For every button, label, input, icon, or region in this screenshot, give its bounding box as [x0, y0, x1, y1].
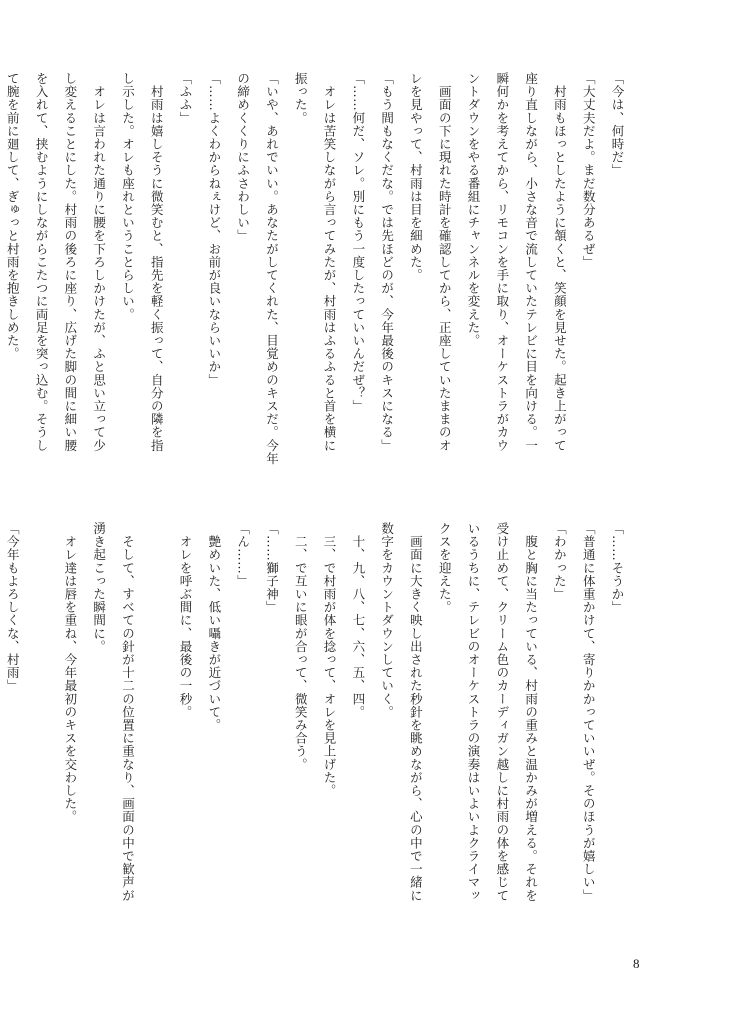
text-block-upper [0, 72, 631, 482]
text-line: を入れて、挟むようにしながらこたつに両足を突っ込む。そうし [34, 72, 50, 452]
text-line: そして、すべての針が十二の位置に重なり、画面の中で歓声が [120, 522, 136, 902]
text-line: ントダウンをやる番組にチャンネルを変えた。 [466, 72, 482, 348]
text-line: 「今は、何時だ」 [610, 72, 625, 177]
text-line: オレは言われた通りに腰を下ろしかけたが、ふと思い立って少 [91, 72, 107, 452]
text-line: 「……よくわからねぇけど、お前が良いならいいか」 [206, 72, 222, 387]
text-line: 受け止めて、クリーム色のカーディガン越しに村雨の体を感じて [494, 522, 510, 902]
text-line: 「もう間もなくだな。では先ほどのが、今年最後のキスになる」 [379, 72, 395, 452]
text-line: 三、で村雨が体を捻って、オレを見上げた。 [322, 522, 338, 798]
text-line: し変えることにした。村雨の後ろに座り、広げた脚の間に細い腰 [62, 72, 78, 452]
text-line: 十、九、八、七、六、五、四。 [350, 522, 366, 719]
text-line: 「ふふ」 [178, 72, 194, 125]
text-line: オレを呼ぶ間に、最後の一秒。 [178, 522, 194, 719]
text-line: レを見やって、村雨は目を細めた。 [408, 72, 424, 282]
text-line: 湧き起こった瞬間に。 [91, 522, 107, 653]
text-line: て腕を前に廻して、ぎゅっと村雨を抱きしめた。 [5, 72, 21, 361]
text-line: 「ん……」 [235, 522, 251, 588]
text-line: 数字をカウントダウンしていく。 [379, 522, 395, 719]
text-line: 「……何だ、ソレ。別にもう一度したっていいんだぜ？」 [350, 72, 366, 413]
text-line: 画面に大きく映し出された秒針を眺めながら、心の中で一緒に [408, 522, 424, 902]
page-number: 8 [633, 956, 640, 971]
text-line: 座り直しながら、小さな音で流していたテレビに目を向ける。一 [523, 72, 539, 452]
blank-line [26, 522, 55, 940]
text-line: 振った。 [293, 72, 309, 125]
text-line: 画面の下に現れた時計を確認してから、正座していたままのオ [437, 72, 453, 452]
text-line: 「……そうか」 [610, 522, 625, 614]
text-line: 「いや、あれでいい。あなたがしてくれた、目覚めのキスだ。今年 [264, 72, 280, 465]
text-line: 村雨は嬉しそうに微笑むと、指先を軽く振って、自分の隣を指 [149, 72, 165, 452]
text-line: 「わかった」 [552, 522, 568, 601]
text-line: クスを迎えた。 [437, 522, 453, 614]
text-line: の締めくくりにふさわしい」 [235, 72, 251, 243]
text-line: 瞬何かを考えてから、リモコンを手に取り、オーケストラがカウ [494, 72, 510, 452]
text-line: し示した。オレも座れということらしい。 [120, 72, 136, 321]
text-line: オレは苦笑しながら言ってみたが、村雨はふるふると首を横に [322, 72, 338, 452]
text-line: いるうちに、テレビのオーケストラの演奏はいよいよクライマッ [466, 522, 482, 902]
text-line: 村雨もほっとしたように頷くと、笑顔を見せた。起き上がって [552, 72, 568, 452]
text-line: 二、で互いに眼が合って、微笑み合う。 [293, 522, 309, 771]
text-line: 艶めいた、低い囁きが近づいて。 [206, 522, 222, 732]
text-line: オレ達は唇を重ね、今年最初のキスを交わした。 [62, 522, 78, 824]
text-line: 「大丈夫だよ。まだ数分あるぜ」 [581, 72, 597, 269]
text-line: 「……獅子神」 [264, 522, 280, 614]
text-line: 腹と胸に当たっている、村雨の重みと温かみが増える。それを [523, 522, 539, 902]
text-line: 「今年もよろしくな、村雨」 [5, 522, 21, 693]
text-block-lower [0, 522, 631, 940]
text-line: 「普通に体重かけて、寄りかかっていいぜ。そのほうが嬉しい」 [581, 522, 597, 902]
blank-line [141, 522, 170, 940]
